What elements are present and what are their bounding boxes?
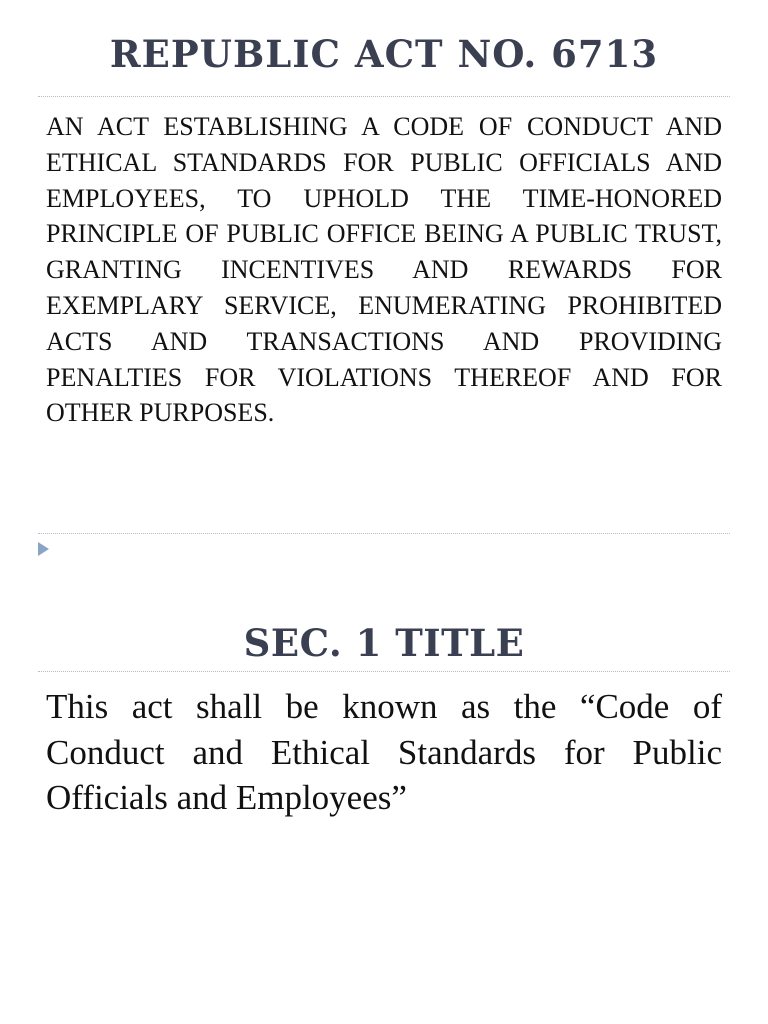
section-divider — [38, 671, 730, 672]
slide-title-republic-act: REPUBLIC ACT NO. 6713 — [109, 32, 659, 76]
triangle-right-icon — [38, 542, 49, 556]
act-description: AN ACT ESTABLISHING A CODE OF CONDUCT AND ETHICAL STANDARDS FOR PUBLIC OFFICIALS AND EMPLOYEES, TO UPHOLD THE TIME-HONORED PRINCIPLE OF PUBLIC OFFICE BEING A PUBLIC TRUST, GRANTING INCENTIVES AND REWARDS FOR EXEMPLARY SERVICE, ENUMERATING PROHIBITED ACTS AND TRANSACTIONS AND PROVIDING PENALTIES FOR VIOLATIONS THEREOF AND FOR OTHER PURPOSES. — [46, 112, 722, 428]
title-divider — [38, 96, 730, 97]
slide-divider — [38, 533, 730, 534]
section-title: SEC. 1 TITLE — [243, 621, 525, 665]
section-body: This act shall be known as the “Code of Conduct and Ethical Standards for Public Officials and Employees” — [46, 687, 722, 817]
